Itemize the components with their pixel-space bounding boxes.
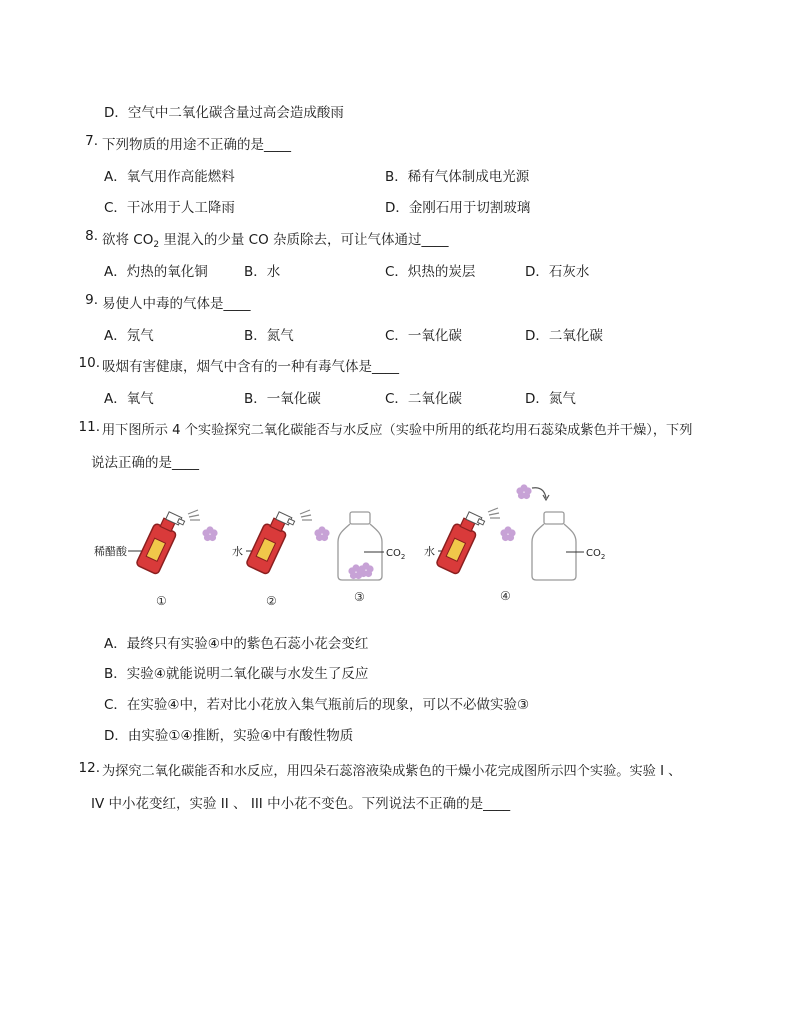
q7-number: 7. [85,133,98,149]
fig-label-acid: 稀醋酸 [94,545,127,558]
spray-mist-3 [488,508,500,518]
q10-text: 吸烟有害健康，烟气中含有的一种有毒气体是____ [102,359,399,375]
q11-text-line2: 说法正确的是____ [91,455,199,471]
q12-text-line2: IV 中小花变红，实验 II 、 III 中小花不变色。下列说法不正确的是____ [91,796,511,812]
q9-number: 9. [85,292,98,308]
fig-label-co2-2: $CO_2$ [586,548,606,561]
q10-number: 10. [78,355,100,371]
fig-label-water-1: 水 [232,545,243,558]
q8-option-a: A．灼热的氧化铜 [104,264,208,280]
q9-option-d: D．二氧化碳 [525,328,603,344]
spray-bottle-3 [436,508,486,575]
q10-option-c: C．二氧化碳 [385,391,462,407]
q7-option-a: A．氧气用作高能燃料 [104,169,235,185]
spray-bottle-2 [246,508,296,575]
q7-text: 下列物质的用途不正确的是____ [102,137,291,153]
q11-option-d: D．由实验①④推断，实验④中有酸性物质 [104,728,354,744]
q12-number: 12. [78,760,100,776]
q11-experiment-figure [88,484,628,612]
q9-option-b: B．氮气 [244,328,294,344]
fig-label-co2-1: $CO_2$ [386,548,406,561]
q8-option-b: B．水 [244,264,281,280]
fig-exp-label-2: ② [266,594,277,608]
q11-number: 11. [78,419,100,435]
fig-exp-label-1: ① [156,594,167,608]
q8-text-sub: 2 [153,240,160,250]
spray-mist-1 [188,510,200,520]
fig-exp-label-3: ③ [354,590,365,604]
q7-option-d: D．金刚石用于切割玻璃 [385,200,531,216]
gas-jar-2 [532,512,576,580]
q9-option-a: A．氖气 [104,328,154,344]
q8-number: 8. [85,228,98,244]
q9-text: 易使人中毒的气体是____ [102,296,251,312]
q8-text-pre: 欲将 CO [102,232,154,248]
purple-flower-4 [500,526,515,541]
q8-option-d: D．石灰水 [525,264,590,280]
q10-option-b: B．一氧化碳 [244,391,321,407]
q8-option-c: C．炽热的炭层 [385,264,476,280]
q7-option-b: B．稀有气体制成电光源 [385,169,530,185]
fig-exp-label-4: ④ [500,589,511,603]
purple-flower-2 [314,526,329,541]
q11-option-a: A．最终只有实验④中的紫色石蕊小花会变红 [104,636,369,652]
q12-text-line1: 为探究二氧化碳能否和水反应，用四朵石蕊溶液染成紫色的干燥小花完成图所示四个实验。实验 I 、 [102,764,682,779]
q10-option-d: D．氮气 [525,391,576,407]
q10-option-a: A．氧气 [104,391,154,407]
q9-option-c: C．一氧化碳 [385,328,462,344]
spray-mist-2 [300,510,312,520]
purple-flower-1 [202,526,217,541]
q11-option-c: C．在实验④中，若对比小花放入集气瓶前后的现象，可以不必做实验③ [104,697,530,713]
q6-option-d: D．空气中二氧化碳含量过高会造成酸雨 [104,105,344,121]
purple-flower-5 [516,484,531,499]
q7-option-c: C．干冰用于人工降雨 [104,200,235,216]
q11-option-b: B．实验④就能说明二氧化碳与水发生了反应 [104,666,369,682]
fig-label-water-2: 水 [424,545,435,558]
q8-text-post: 里混入的少量 CO 杂质除去，可让气体通过____ [159,232,449,248]
q11-text-line1: 用下图所示 4 个实验探究二氧化碳能否与水反应（实验中所用的纸花均用石蕊染成紫色并干燥），下列 [102,423,693,438]
spray-bottle-1 [136,508,186,575]
q8-text [102,228,449,250]
purple-flower-3b [358,562,373,577]
